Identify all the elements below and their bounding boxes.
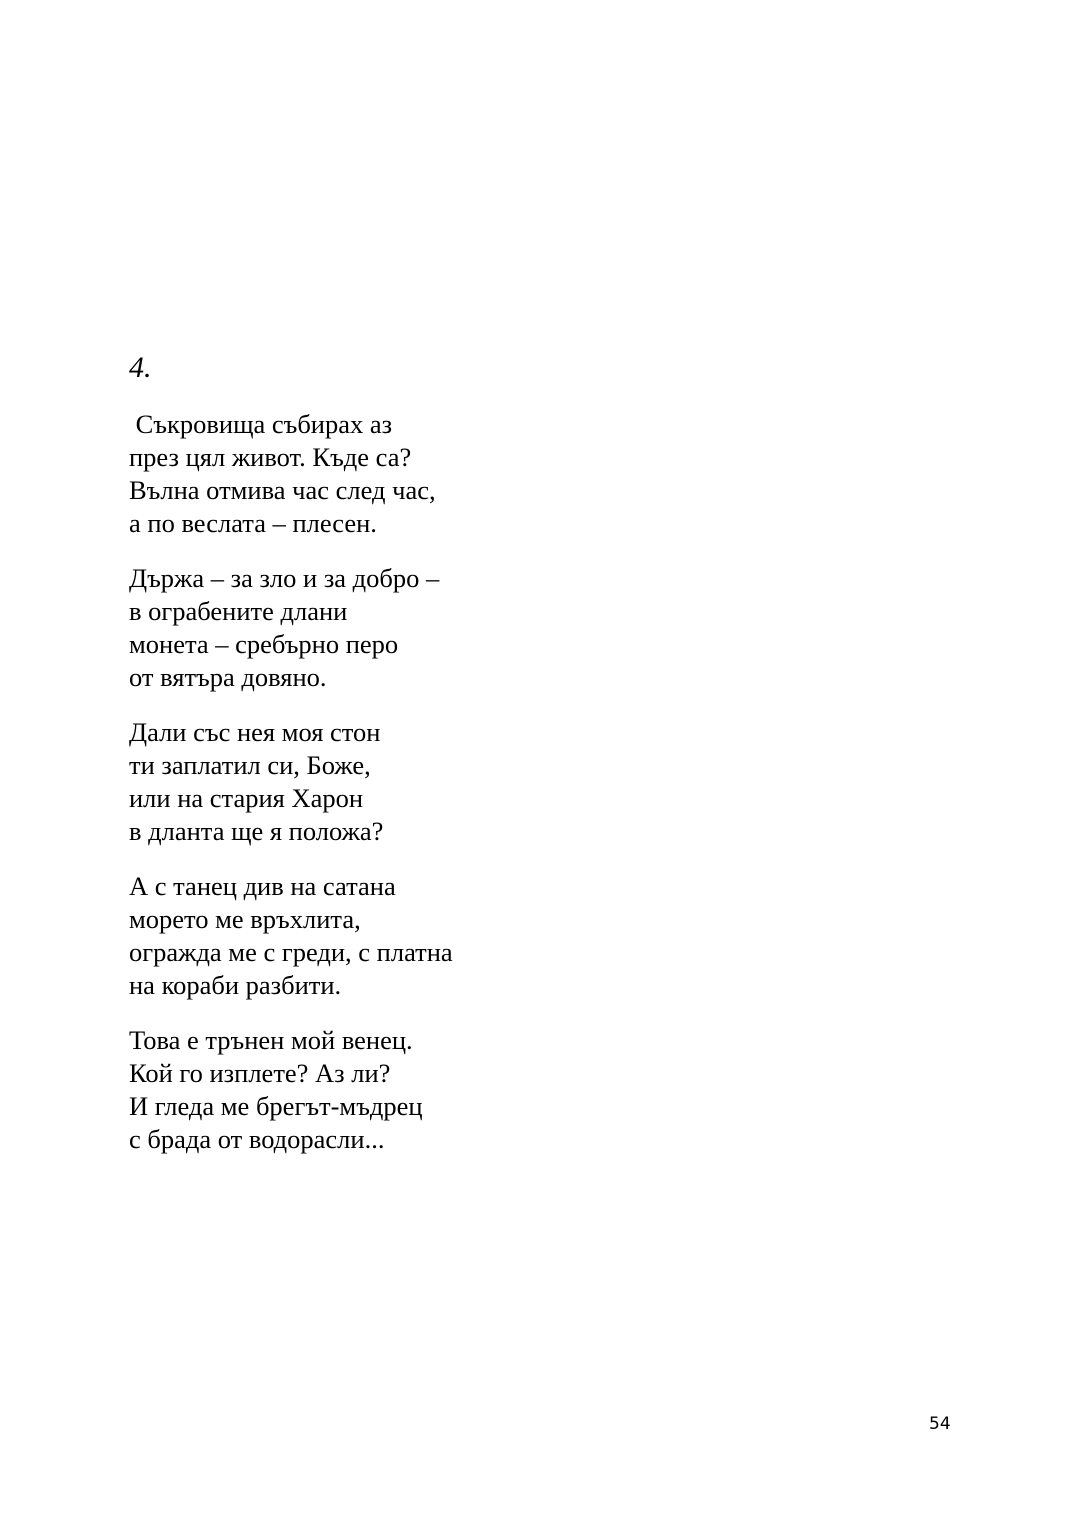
poem-line: И гледа ме брегът-мъдрец: [129, 1091, 423, 1121]
stanza-4: [129, 870, 729, 1002]
page-number: 54: [929, 1414, 951, 1434]
poem-line: или на стария Харон: [129, 783, 364, 813]
poem-line: с брада от водорасли...: [129, 1124, 385, 1154]
stanza-2: [129, 562, 729, 694]
poem-line: Държа – за зло и за добро –: [129, 563, 440, 593]
poem-line: от вятъра довяно.: [129, 662, 327, 692]
poem-line: а по веслата – плесен.: [129, 508, 377, 538]
poem-number: 4.: [129, 351, 152, 384]
stanza-1: [129, 408, 729, 540]
poem-line: Кой го изплете? Аз ли?: [129, 1058, 391, 1088]
poem-line: в ограбените длани: [129, 596, 348, 626]
poem-line: Дали със нея моя стон: [129, 717, 381, 747]
stanza-5: [129, 1024, 729, 1156]
stanza-3: [129, 716, 729, 848]
poem-line: монета – сребърно перо: [129, 629, 399, 659]
poem-line: през цял живот. Къде са?: [129, 442, 412, 472]
poem-line: А с танец див на сатана: [129, 871, 396, 901]
poem-line: Съкровища събирах аз: [129, 409, 393, 439]
poem-line: огражда ме с греди, с платна: [129, 937, 453, 967]
poem-body: [129, 408, 729, 1178]
poem-line: ти заплатил си, Боже,: [129, 750, 371, 780]
poem-line: Вълна отмива час след час,: [129, 475, 436, 505]
poem-line: Това е трънен мой венец.: [129, 1025, 413, 1055]
poem-line: в дланта ще я положа?: [129, 816, 384, 846]
poem-line: морето ме връхлита,: [129, 904, 361, 934]
poem-line: на кораби разбити.: [129, 970, 342, 1000]
